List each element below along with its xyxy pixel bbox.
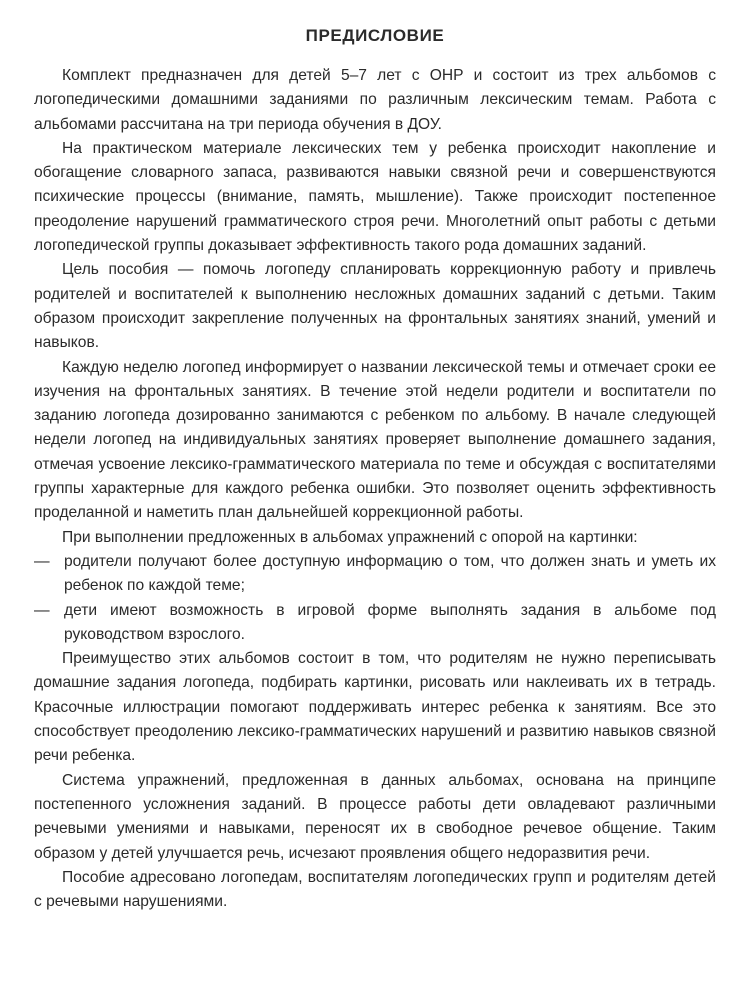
list-item-text: родители получают более доступную информацию о том, что должен знать и уметь их ребенок по каждой теме; (64, 552, 716, 595)
paragraph-advantages: Преимущество этих альбомов состоит в том, что родителям не нужно переписывать домашние задания логопеда, подбирать картинки, рисовать или наклеивать их в тетрадь. Красочные иллюстрации помогают поддерживать интерес ребенка к занятиям. Все это способствует преодолению лексико-грамматических нарушений и развитию навыков связной речи ребенка. (34, 650, 716, 765)
paragraph-practice: На практическом материале лексических тем у ребенка происходит накопление и обогащение словарного запаса, развиваются навыки связной речи и совершенствуются психические процессы (внимание, память, мышление). Также происходит постепенное преодоление нарушений грамматического строя речи. Многолетний опыт работы с детьми логопедической группы доказывает эффективность такого рода домашних заданий. (34, 139, 716, 255)
list-item (34, 550, 716, 599)
dash-marker: — (34, 552, 50, 570)
page-title: ПРЕДИСЛОВИЕ (305, 26, 445, 45)
paragraph-goal: Цель пособия — помочь логопеду спланировать коррекционную работу и привлечь родителей и воспитателей к выполнению несложных домашних заданий с детьми. Таким образом происходит закрепление полученных на фронтальных занятиях знаний, умений и навыков. (34, 261, 716, 352)
paragraph-system: Система упражнений, предложенная в данных альбомах, основана на принципе постепенного усложнения заданий. В процессе работы дети овладевают различными речевыми умениями и навыками, переносят их в свободное речевое общение. Таким образом у детей улучшается речь, исчезают проявления общего недоразвития речи. (34, 771, 716, 862)
dash-marker: — (34, 601, 50, 619)
paragraph-intro: Комплект предназначен для детей 5–7 лет с ОНР и состоит из трех альбомов с логопедическими домашними заданиями по различным лексическим темам. Работа с альбомами рассчитана на три периода обучения в ДОУ. (34, 67, 716, 133)
benefits-list (34, 550, 716, 647)
list-item (34, 599, 716, 648)
paragraph-weekly-work: Каждую неделю логопед информирует о названии лексической темы и отмечает сроки ее изучения на фронтальных занятиях. В течение этой недели родители и воспитатели по заданию логопеда дозированно занимаются с ребенком по альбому. В начале следующей недели логопед на индивидуальных занятиях проверяет выполнение домашнего задания, отмечая усвоение лексико-грамматического материала по теме и обсуждая с воспитателями группы характерные для каждого ребенка ошибки. Это позволяет оценить эффективность проделанной и наметить план дальнейшей коррекционной работы. (34, 358, 716, 522)
document-page (34, 26, 716, 914)
list-item-text: дети имеют возможность в игровой форме выполнять задания в альбоме под руководством взрослого. (64, 601, 716, 643)
paragraph-exercises-lead: При выполнении предложенных в альбомах упражнений с опорой на картинки: (62, 528, 638, 546)
paragraph-audience: Пособие адресовано логопедам, воспитателям логопедических групп и родителям детей с речевыми нарушениями. (34, 868, 716, 911)
